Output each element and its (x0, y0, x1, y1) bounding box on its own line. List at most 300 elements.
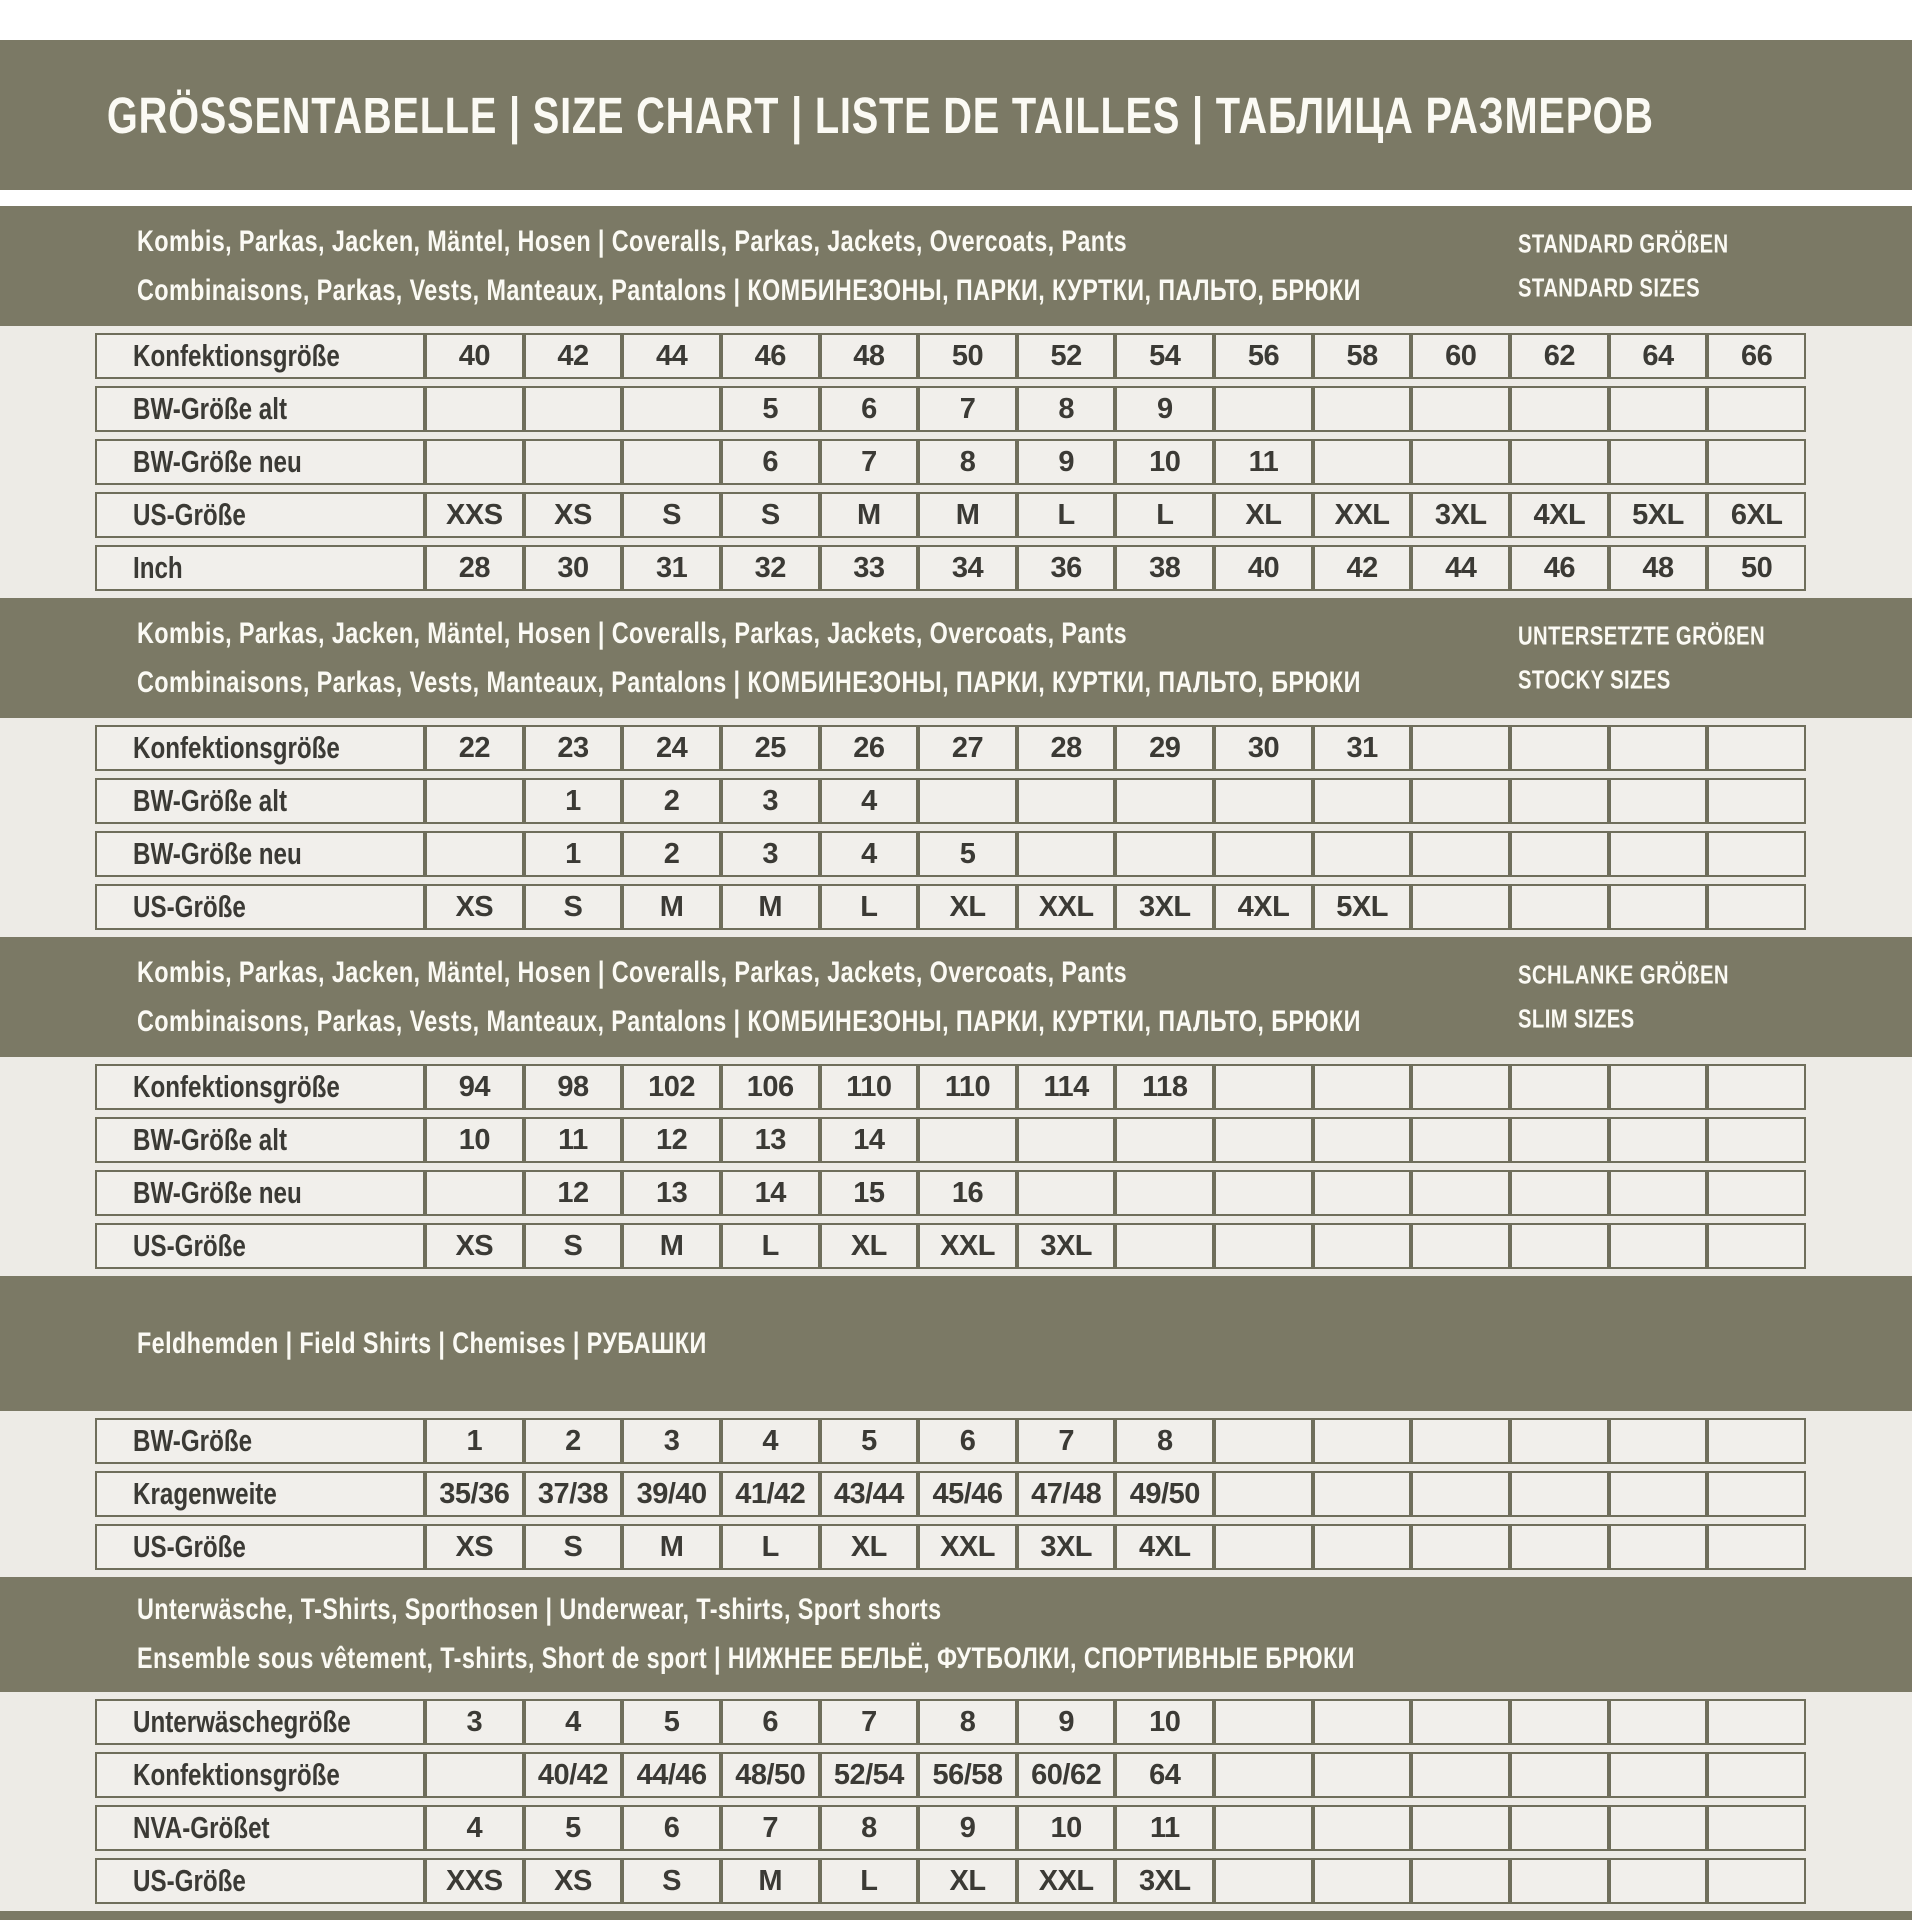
size-cell: XXL (1017, 884, 1116, 930)
size-cell (1609, 725, 1708, 771)
size-cell: 64 (1115, 1752, 1214, 1798)
size-cell: 10 (1017, 1805, 1116, 1851)
size-cell: 13 (622, 1170, 721, 1216)
size-cell: XXL (1017, 1858, 1116, 1904)
size-cell (1214, 1418, 1313, 1464)
size-cell: 102 (622, 1064, 721, 1110)
size-cell: 9 (1017, 439, 1116, 485)
size-cell: 5 (820, 1418, 919, 1464)
section-badge-line: SLIM SIZES (1518, 1003, 1635, 1034)
size-cell (1411, 1170, 1510, 1216)
size-cell (1411, 1418, 1510, 1464)
size-cell: 64 (1609, 333, 1708, 379)
size-cell: 41/42 (721, 1471, 820, 1517)
size-cell (524, 439, 623, 485)
size-cell: 44 (622, 333, 721, 379)
size-cell: 54 (1115, 333, 1214, 379)
size-cell: 25 (721, 725, 820, 771)
size-cell (1707, 386, 1806, 432)
section-header (0, 937, 1912, 1057)
size-cell (918, 1117, 1017, 1163)
section-title-line: Kombis, Parkas, Jacken, Mäntel, Hosen | Coveralls, Parkas, Jackets, Overcoats, Pants (137, 616, 1128, 650)
size-cell (1411, 1858, 1510, 1904)
size-cell: 5XL (1609, 492, 1708, 538)
size-cell: 58 (1313, 333, 1412, 379)
size-cell (1411, 884, 1510, 930)
size-cell: 29 (1115, 725, 1214, 771)
size-cell (1510, 1471, 1609, 1517)
size-cell (1313, 439, 1412, 485)
size-cell: 10 (1115, 1699, 1214, 1745)
size-cell (1707, 778, 1806, 824)
section-header (0, 1577, 1912, 1692)
size-cell (1510, 831, 1609, 877)
size-cell: 27 (918, 725, 1017, 771)
size-cell: 10 (425, 1117, 524, 1163)
size-cell (622, 439, 721, 485)
table-row (95, 831, 1806, 877)
size-cell (1411, 1524, 1510, 1570)
size-cell: XS (524, 1858, 623, 1904)
size-cell (1313, 1117, 1412, 1163)
section-title-line: Unterwäsche, T-Shirts, Sporthosen | Underwear, T-shirts, Sport shorts (137, 1593, 942, 1626)
size-cell (1313, 1699, 1412, 1745)
size-cell (1707, 1752, 1806, 1798)
size-cell (1411, 1752, 1510, 1798)
size-cell (1017, 1170, 1116, 1216)
size-cell: 4 (721, 1418, 820, 1464)
section-title-lines (0, 1327, 867, 1361)
size-cell (1510, 1117, 1609, 1163)
row-label-cell (95, 1418, 425, 1464)
size-cell: 94 (425, 1064, 524, 1110)
size-cell (524, 386, 623, 432)
size-cell (1510, 1752, 1609, 1798)
section-stocky-sizes (0, 598, 1912, 937)
table-band (0, 718, 1912, 937)
title-bar (0, 40, 1912, 190)
size-cell (1510, 1418, 1609, 1464)
section-slim-sizes (0, 937, 1912, 1276)
size-cell: 30 (1214, 725, 1313, 771)
size-cell: XS (425, 1223, 524, 1269)
size-cell: 8 (820, 1805, 919, 1851)
row-label-cell (95, 778, 425, 824)
size-cell (1214, 1170, 1313, 1216)
section-header (0, 598, 1912, 718)
size-cell (1214, 1858, 1313, 1904)
section-title-line: Combinaisons, Parkas, Vests, Manteaux, Pantalons | КОМБИНЕЗОНЫ, ПАРКИ, КУРТКИ, ПАЛЬТО, БРЮКИ (137, 273, 1361, 307)
size-cell: 3XL (1017, 1223, 1116, 1269)
size-cell: 3XL (1017, 1524, 1116, 1570)
row-label: BW-Größe alt (133, 1122, 288, 1157)
row-label: BW-Größe alt (133, 391, 288, 426)
table-band (0, 1411, 1912, 1577)
size-cell (1411, 1471, 1510, 1517)
size-cell: XL (918, 884, 1017, 930)
size-cell: 1 (524, 831, 623, 877)
size-cell: 8 (1115, 1418, 1214, 1464)
section-badge-line: SCHLANKE GRÖßEN (1518, 959, 1729, 990)
table-band (0, 326, 1912, 598)
size-cell: 23 (524, 725, 623, 771)
size-cell: 26 (820, 725, 919, 771)
row-label-cell (95, 545, 425, 591)
size-cell: 3XL (1115, 1858, 1214, 1904)
size-cell: 1 (425, 1418, 524, 1464)
section-standard-sizes (0, 206, 1912, 598)
size-cell: 9 (1115, 386, 1214, 432)
size-cell (1707, 725, 1806, 771)
section-badge-line: STANDARD SIZES (1518, 272, 1700, 303)
size-cell: 3XL (1411, 492, 1510, 538)
section-badge-line: STANDARD GRÖßEN (1518, 228, 1729, 259)
size-table (95, 1411, 1806, 1577)
size-cell: 28 (425, 545, 524, 591)
size-cell: 62 (1510, 333, 1609, 379)
section-title-line: Feldhemden | Field Shirts | Chemises | РУБАШКИ (137, 1326, 707, 1360)
row-label: Konfektionsgröße (133, 338, 340, 373)
size-cell: 6XL (1707, 492, 1806, 538)
row-label: Inch (133, 550, 183, 585)
size-cell (1313, 778, 1412, 824)
size-cell (1214, 1805, 1313, 1851)
size-cell: 110 (918, 1064, 1017, 1110)
size-cell (1609, 778, 1708, 824)
size-cell: 40 (1214, 545, 1313, 591)
size-cell (1510, 1064, 1609, 1110)
size-cell: 16 (918, 1170, 1017, 1216)
size-cell: S (622, 492, 721, 538)
size-cell (1017, 831, 1116, 877)
size-cell (1115, 1117, 1214, 1163)
table-band (0, 1692, 1912, 1911)
table-row (95, 884, 1806, 930)
table-row (95, 1752, 1806, 1798)
size-cell: 28 (1017, 725, 1116, 771)
size-cell: 46 (721, 333, 820, 379)
size-cell: 48 (1609, 545, 1708, 591)
size-cell: 46 (1510, 545, 1609, 591)
size-cell: 42 (1313, 545, 1412, 591)
size-cell: 4 (524, 1699, 623, 1745)
row-label-cell (95, 1699, 425, 1745)
size-cell: 30 (524, 545, 623, 591)
size-cell: 66 (1707, 333, 1806, 379)
size-cell: 10 (1115, 439, 1214, 485)
size-cell (1707, 884, 1806, 930)
size-cell (1609, 1170, 1708, 1216)
section-title-lines (0, 617, 1706, 700)
size-cell (1214, 1117, 1313, 1163)
size-cell: 98 (524, 1064, 623, 1110)
size-cell: XXS (425, 492, 524, 538)
size-cell (1510, 884, 1609, 930)
size-cell (1313, 386, 1412, 432)
section-title-line: Kombis, Parkas, Jacken, Mäntel, Hosen | Coveralls, Parkas, Jackets, Overcoats, Pants (137, 224, 1128, 258)
table-band (0, 1057, 1912, 1276)
size-cell: S (622, 1858, 721, 1904)
size-cell (1609, 884, 1708, 930)
size-cell: 5 (918, 831, 1017, 877)
size-cell: 4 (820, 831, 919, 877)
size-cell: S (524, 1223, 623, 1269)
size-cell (425, 831, 524, 877)
size-cell: 6 (918, 1418, 1017, 1464)
size-cell: 4XL (1115, 1524, 1214, 1570)
size-cell (1214, 1471, 1313, 1517)
size-cell: 43/44 (820, 1471, 919, 1517)
row-label: BW-Größe (133, 1423, 253, 1458)
size-cell: 8 (1017, 386, 1116, 432)
size-cell: 5 (524, 1805, 623, 1851)
size-cell: 44 (1411, 545, 1510, 591)
size-cell (1214, 1223, 1313, 1269)
table-row (95, 1223, 1806, 1269)
section-badge (1518, 229, 1788, 304)
size-table (95, 1692, 1806, 1911)
size-cell (1510, 1699, 1609, 1745)
section-title-lines (0, 225, 1706, 308)
size-cell (1313, 1223, 1412, 1269)
row-label-cell (95, 1064, 425, 1110)
size-cell: 12 (524, 1170, 623, 1216)
size-cell (1510, 778, 1609, 824)
size-cell (1609, 831, 1708, 877)
size-cell (622, 386, 721, 432)
size-cell (1411, 1699, 1510, 1745)
size-cell: XXS (425, 1858, 524, 1904)
size-cell (1510, 1170, 1609, 1216)
row-label: Konfektionsgröße (133, 1757, 340, 1792)
section-badge-line: UNTERSETZTE GRÖßEN (1518, 620, 1766, 651)
size-cell: 40/42 (524, 1752, 623, 1798)
size-cell (1214, 386, 1313, 432)
size-cell (1411, 778, 1510, 824)
size-cell: M (622, 884, 721, 930)
size-cell (425, 778, 524, 824)
size-cell: 31 (622, 545, 721, 591)
size-table (95, 1057, 1806, 1276)
row-label: Unterwäschegröße (133, 1704, 351, 1739)
size-cell: 11 (1214, 439, 1313, 485)
size-cell (1313, 1471, 1412, 1517)
table-row (95, 778, 1806, 824)
size-cell: 40 (425, 333, 524, 379)
size-cell: 13 (721, 1117, 820, 1163)
table-row (95, 1418, 1806, 1464)
table-row (95, 439, 1806, 485)
size-cell (1707, 1418, 1806, 1464)
row-label-cell (95, 492, 425, 538)
table-row (95, 1805, 1806, 1851)
size-cell (1214, 831, 1313, 877)
size-cell: S (721, 492, 820, 538)
size-cell (1707, 831, 1806, 877)
section-title-line: Ensemble sous vêtement, T-shirts, Short de sport | НИЖНЕЕ БЕЛЬЁ, ФУТБОЛКИ, СПОРТИВНЫЕ БРЮКИ (137, 1642, 1355, 1675)
size-cell (1510, 1858, 1609, 1904)
size-cell (1707, 1805, 1806, 1851)
size-cell (1214, 1699, 1313, 1745)
table-row (95, 545, 1806, 591)
row-label: US-Größe (133, 1863, 246, 1898)
size-cell: 9 (1017, 1699, 1116, 1745)
section-header (0, 206, 1912, 326)
size-cell (1115, 831, 1214, 877)
size-cell: 52 (1017, 333, 1116, 379)
size-cell (1707, 1223, 1806, 1269)
size-cell (1017, 778, 1116, 824)
size-cell (1609, 1752, 1708, 1798)
row-label-cell (95, 1223, 425, 1269)
size-cell: 31 (1313, 725, 1412, 771)
size-cell (1115, 1170, 1214, 1216)
row-label: US-Größe (133, 889, 246, 924)
size-cell: 3 (721, 778, 820, 824)
row-label-cell (95, 439, 425, 485)
row-label: Konfektionsgröße (133, 730, 340, 765)
size-cell (1214, 1524, 1313, 1570)
row-label-cell (95, 725, 425, 771)
size-cell: XL (820, 1223, 919, 1269)
size-cell: M (622, 1524, 721, 1570)
row-label-cell (95, 831, 425, 877)
size-cell (1510, 439, 1609, 485)
size-cell (1609, 1064, 1708, 1110)
size-cell (1411, 1805, 1510, 1851)
size-cell (1115, 778, 1214, 824)
size-cell: 8 (918, 1699, 1017, 1745)
size-cell (1609, 1117, 1708, 1163)
size-cell: 33 (820, 545, 919, 591)
size-cell (1411, 725, 1510, 771)
row-label: BW-Größe neu (133, 836, 302, 871)
size-cell (1313, 831, 1412, 877)
size-cell (1411, 1223, 1510, 1269)
top-margin (0, 0, 1912, 40)
size-cell: XS (524, 492, 623, 538)
size-cell (1510, 1805, 1609, 1851)
size-cell: 44/46 (622, 1752, 721, 1798)
table-row (95, 1524, 1806, 1570)
size-cell (1017, 1117, 1116, 1163)
size-cell (1609, 1471, 1708, 1517)
size-cell: 24 (622, 725, 721, 771)
size-cell (1313, 1752, 1412, 1798)
size-cell: 14 (721, 1170, 820, 1216)
size-cell (1609, 1418, 1708, 1464)
section-field-shirts (0, 1276, 1912, 1577)
size-cell: 38 (1115, 545, 1214, 591)
size-cell (1707, 1699, 1806, 1745)
size-cell (1411, 1064, 1510, 1110)
size-cell: 56/58 (918, 1752, 1017, 1798)
size-cell: L (1017, 492, 1116, 538)
row-label-cell (95, 1752, 425, 1798)
size-table (95, 326, 1806, 598)
size-cell: 6 (721, 1699, 820, 1745)
size-cell: 118 (1115, 1064, 1214, 1110)
size-cell: S (524, 1524, 623, 1570)
size-cell: 2 (622, 778, 721, 824)
size-cell (1510, 1524, 1609, 1570)
size-cell: 3XL (1115, 884, 1214, 930)
size-cell (1510, 725, 1609, 771)
size-cell (1510, 1223, 1609, 1269)
size-cell: XL (820, 1524, 919, 1570)
size-cell: 60 (1411, 333, 1510, 379)
section-title-line: Kombis, Parkas, Jacken, Mäntel, Hosen | Coveralls, Parkas, Jackets, Overcoats, Pants (137, 955, 1128, 989)
size-cell (1609, 1223, 1708, 1269)
table-row (95, 1471, 1806, 1517)
size-cell: 5XL (1313, 884, 1412, 930)
row-label-cell (95, 1471, 425, 1517)
table-row (95, 1064, 1806, 1110)
size-cell: S (524, 884, 623, 930)
size-cell (1609, 1805, 1708, 1851)
size-cell: L (820, 884, 919, 930)
size-cell: 32 (721, 545, 820, 591)
size-cell: 8 (918, 439, 1017, 485)
row-label: NVA-Größet (133, 1810, 270, 1845)
size-cell (1411, 1117, 1510, 1163)
size-cell: 5 (622, 1699, 721, 1745)
size-cell: 110 (820, 1064, 919, 1110)
size-cell: 4XL (1214, 884, 1313, 930)
section-title-lines (0, 1593, 1698, 1676)
section-badge (1518, 621, 1835, 696)
size-cell (425, 1170, 524, 1216)
row-label-cell (95, 1858, 425, 1904)
size-cell: 39/40 (622, 1471, 721, 1517)
size-cell: 6 (622, 1805, 721, 1851)
size-cell: 3 (721, 831, 820, 877)
size-cell (1510, 386, 1609, 432)
size-cell (1214, 1752, 1313, 1798)
size-cell: L (820, 1858, 919, 1904)
size-cell: L (721, 1223, 820, 1269)
row-label: BW-Größe neu (133, 444, 302, 479)
size-cell: 3 (425, 1699, 524, 1745)
size-cell: XS (425, 884, 524, 930)
size-cell: 5 (721, 386, 820, 432)
size-cell (1411, 831, 1510, 877)
size-cell: 22 (425, 725, 524, 771)
sections-container (0, 206, 1912, 1911)
table-row (95, 1858, 1806, 1904)
size-cell: M (820, 492, 919, 538)
size-cell: L (1115, 492, 1214, 538)
size-cell (1609, 1699, 1708, 1745)
row-label-cell (95, 333, 425, 379)
size-cell: M (721, 884, 820, 930)
size-cell (1707, 1524, 1806, 1570)
size-cell: 50 (1707, 545, 1806, 591)
size-cell: 56 (1214, 333, 1313, 379)
size-cell (1411, 386, 1510, 432)
size-cell (1707, 1471, 1806, 1517)
size-cell: 114 (1017, 1064, 1116, 1110)
row-label: Kragenweite (133, 1476, 277, 1511)
size-cell: 6 (721, 439, 820, 485)
size-cell (1707, 1858, 1806, 1904)
size-cell: 35/36 (425, 1471, 524, 1517)
size-cell (1707, 1117, 1806, 1163)
table-row (95, 386, 1806, 432)
size-cell: 34 (918, 545, 1017, 591)
size-cell (1115, 1223, 1214, 1269)
size-cell: 11 (1115, 1805, 1214, 1851)
